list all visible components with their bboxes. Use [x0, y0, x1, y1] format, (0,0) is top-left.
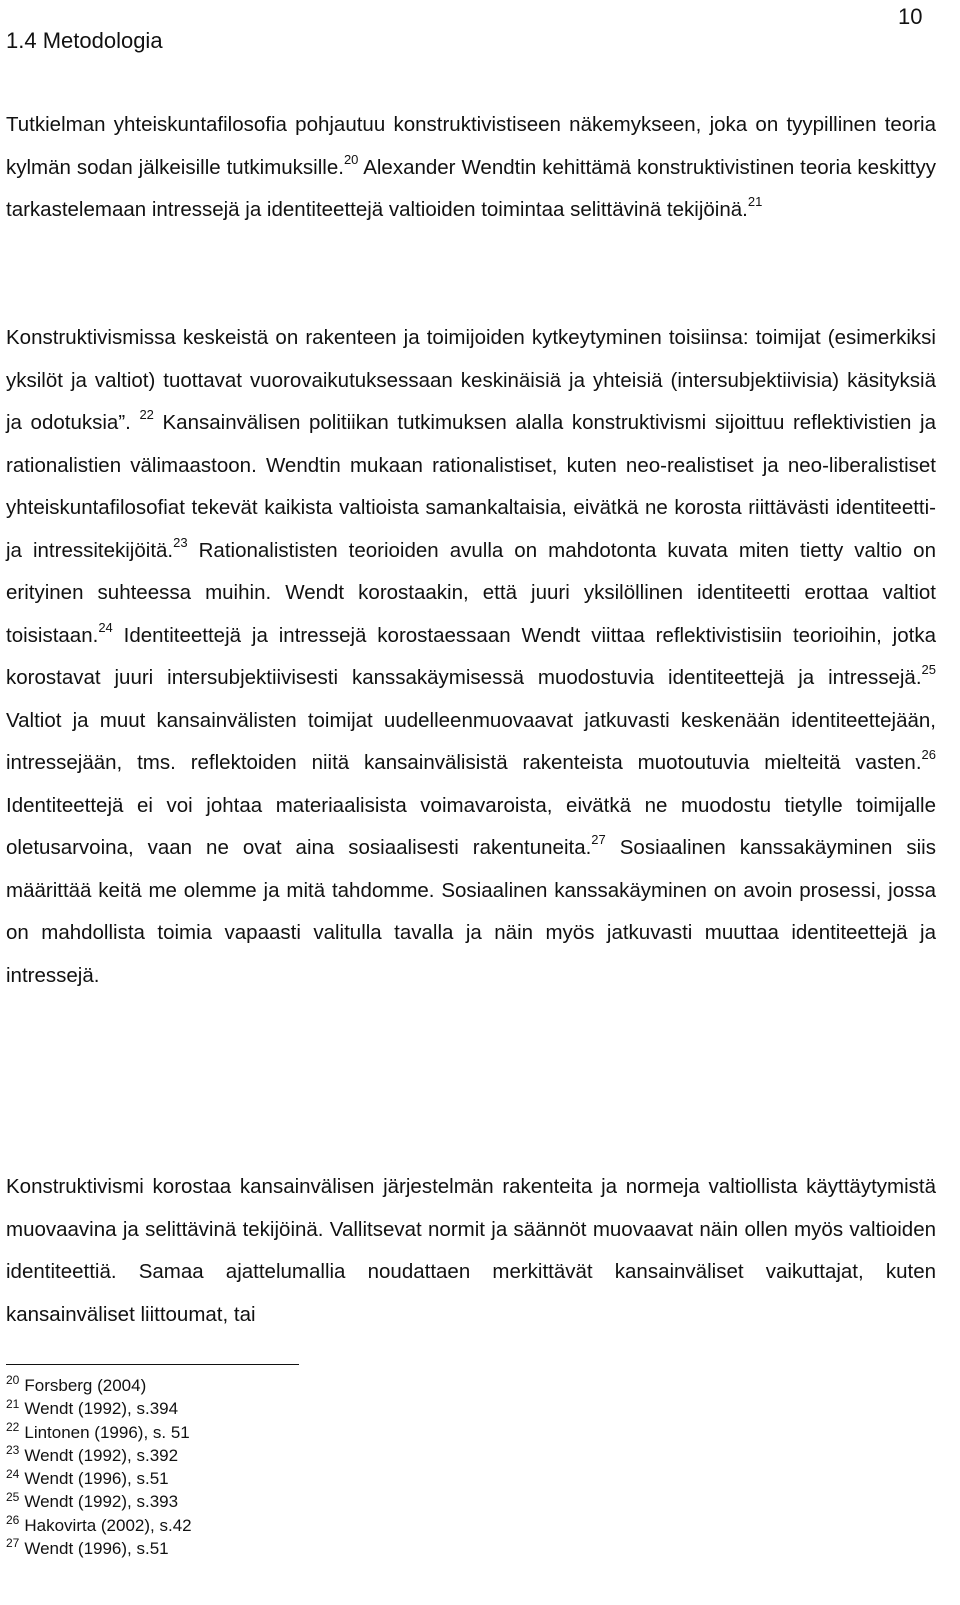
paragraph-text: Kansainvälisen politiikan tutkimuksen alalla konstruktivismi sijoittuu reflektivistien ja rationalistien välimaastoon. Wendtin mukaan rationalistiset, kuten neo-realistiset ja neo-liberalistiset yhteiskuntafilosofiat tekevät kaikista valtioista samankaltaisia, eivätkä ne korosta riittävästi identiteetti- ja intressitekijöitä. [6, 411, 936, 562]
footnote-ref: 21 [747, 194, 763, 210]
footnote-item [6, 1397, 192, 1420]
footnote-text: Forsberg (2004) [24, 1376, 147, 1395]
paragraph-text: Rationalististen teorioiden avulla on mahdotonta kuvata miten tietty valtio on erityinen suhteessa muihin. Wendt korostaakin, että juuri yksilöllinen identiteetti erottaa valtiot toisistaan. [6, 538, 936, 647]
footnote-text: Wendt (1996), s.51 [24, 1539, 169, 1559]
footnote-number: 24 [6, 1466, 20, 1481]
paragraph-text: Sosiaalinen kanssakäyminen siis määrittää keitä me olemme ja mitä tahdomme. Sosiaalinen kanssakäyminen on avoin prosessi, jossa on mahdollista toimia vapaasti valitulla tavalla ja näin myös jatkuvasti muuttaa identiteettejä ja intressejä. [6, 836, 936, 987]
footnote-text: Lintonen (1996), s. 51 [24, 1422, 190, 1442]
paragraph-text: Identiteettejä ei voi johtaa materiaalisista voimavaroista, eivätkä ne muodostu tietylle toimijalle oletusarvoina, vaan ne ovat aina sosiaalisesti rakentuneita. [6, 793, 936, 859]
footnote-text: Wendt (1992), s.393 [24, 1492, 179, 1512]
footnote-text: Wendt (1992), s.392 [24, 1445, 179, 1465]
footnote-ref: 24 [98, 619, 113, 635]
footnote-item [6, 1444, 192, 1467]
footnote-number: 23 [6, 1443, 20, 1458]
footnote-item [6, 1374, 192, 1397]
footnote-ref: 25 [921, 662, 936, 678]
footnote-number: 26 [6, 1513, 20, 1528]
paragraph [6, 1166, 936, 1336]
footnote-text: Wendt (1992), s.394 [24, 1399, 179, 1419]
paragraph-text: Identiteettejä ja intressejä korostaessaan Wendt viittaa reflektivistisiin teorioihin, jotka korostavat juuri intersubjektiivisesti kanssakäymisessä muodostuvia identiteettejä ja intressejä. [6, 623, 936, 689]
paragraph-text: Tutkielman yhteiskuntafilosofia pohjautuu konstruktivistiseen näkemykseen, joka on tyypillinen teoria kylmän sodan jälkeisille tutkimuksille. [6, 113, 936, 179]
footnote-ref: 22 [139, 407, 154, 423]
footnote-separator [6, 1364, 299, 1365]
footnote-number: 27 [6, 1536, 20, 1551]
paragraph-text: Konstruktivismi korostaa kansainvälisen järjestelmän rakenteita ja normeja valtiollista käyttäytymistä muovaavina ja selittävinä tekijöinä. Vallitsevat normit ja säännöt muovaavat näin ollen myös valtioiden identiteettiä. Samaa ajattelumallia noudattaen merkittävät kansainväliset vaikuttajat, kuten kansainväliset liittoumat, tai [6, 1175, 936, 1326]
paragraph-text: Konstruktivismissa keskeistä on rakenteen ja toimijoiden kytkeytyminen toisiinsa: toimijat (esimerkiksi yksilöt ja valtiot) tuottavat vuorovaikutuksessaan keskinäisiä ja yhteisiä (intersubjektiivisia) käsityksiä ja odotuksia”. [6, 326, 936, 434]
footnote-number: 25 [6, 1489, 20, 1504]
footnote-item [6, 1514, 192, 1537]
footnote-list [6, 1374, 192, 1560]
section-heading: 1.4 Metodologia [6, 28, 163, 53]
footnote-text: Wendt (1996), s.51 [24, 1469, 169, 1489]
page-number: 10 [898, 4, 923, 29]
footnote-number: 22 [6, 1419, 20, 1434]
footnote-item [6, 1421, 192, 1444]
footnote-ref: 23 [173, 534, 188, 550]
paragraph [6, 317, 936, 997]
footnote-number: 20 [6, 1373, 20, 1388]
paragraph [6, 104, 936, 232]
paragraph-text: Alexander Wendtin kehittämä konstruktivistinen teoria keskittyy tarkastelemaan intressejä ja identiteettejä valtioiden toimintaa selittävinä tekijöinä. [6, 155, 936, 221]
footnote-text: Hakovirta (2002), s.42 [24, 1515, 192, 1535]
footnote-ref: 20 [343, 151, 359, 167]
footnote-item [6, 1490, 192, 1513]
paragraph-text: Valtiot ja muut kansainvälisten toimijat uudelleenmuovaavat jatkuvasti keskenään identiteettejään, intressejään, tms. reflektoiden niitä kansainvälisistä rakenteista muotoutuvia mielteitä vasten. [6, 708, 936, 774]
footnote-number: 21 [6, 1396, 20, 1411]
footnote-ref: 26 [921, 747, 936, 763]
footnote-ref: 27 [591, 832, 606, 848]
footnote-item [6, 1467, 192, 1490]
footnote-item [6, 1537, 192, 1560]
